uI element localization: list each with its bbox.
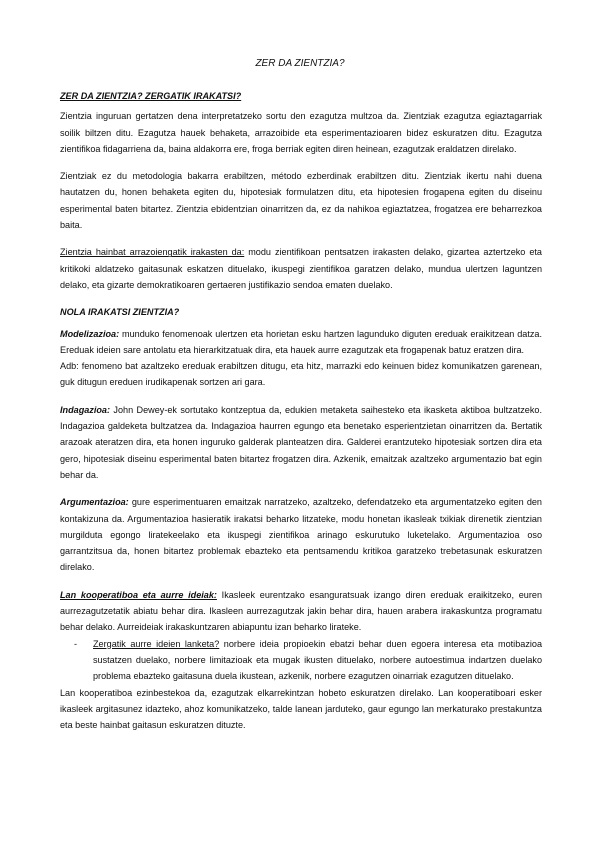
lan-kooperatiboa-text: Ikasleek eurentzako esanguratsuak izango diren ereduak eraikitzeko, euren aurrezagutzetatik abiatu behar dira. Ikasleen aurrezagutzak jakin behar dira, hauen arabera irakaskuntza programatu behar delako. Aurreideiak irakaskuntzaren abiapuntu izan beharko lirateke. (60, 589, 542, 633)
paragraph-methodology: Zientziak ez du metodologia bakarra erabiltzen, método ezberdinak erabiltzen ditu. Zientziak ikertu nahi duena hautatzen du, honen behaketa egiten du, hipotesiak formulatzen ditu, eta hipotesien frogapena egiten du diseinu esperimental baten bitartez. Zientzia ebidentzian oinarritzen da, ez da nahikoa egiaztatzea, frogatzea ere beharrezkoa baita. (60, 171, 542, 231)
bullet-text: norbere ideia propioekin ebatzi behar duen egoera interesa eta motibazioa sustatzen duelako, norbere limitazioak eta mugak ikusten dituelako, norbere autoestimua indartzen duelako problema ebazteko gaitasuna duela ikustean, azkenik, norbere ezagutzen oinarriak ezagutzen dituelako. (93, 638, 542, 682)
paragraph-closing: Lan kooperatiboa ezinbestekoa da, ezagutzak elkarrekintzan hobeto eskuratzen direlako. Lan kooperatiboari esker ikasleek argitasunez idazteko, ahoz komunikatzeko, talde lanean jarduteko, gaur egungo lan merkaturako prestakuntza eta beste hainbat gaitasun eskuratzen dituzte. (60, 687, 542, 731)
bullet-list (60, 636, 542, 685)
reasons-lead: Zientzia hainbat arrazoiengatik irakasten da: (60, 247, 245, 258)
section-heading-what-is-science: ZER DA ZIENTZIA? ZERGATIK IRAKATSI? (60, 91, 242, 101)
indagazioa-text: John Dewey-ek sortutako kontzeptua da, edukien metaketa saihesteko eta ikasketa aktiboa bultzatzeko. Indagazioa galdeketa bultzatzea da. Indagazioa haurren egungo eta benetako esperientzietan oinarritzen da. Bertatik arazoak ateratzen dira, eta honen inguruko galderak planteatzen dira. Galderei erantzuteko hipotesiak sortzen dira eta gero, hipotesiak diseinu esperimental baten bitartez frogatzen dira. Azkenik, emaitzak azaltzeko argumentazio bat egin behar da. (60, 404, 542, 480)
document-body (60, 88, 542, 744)
list-item (60, 636, 542, 685)
term-indagazioa: Indagazioa: (60, 404, 111, 415)
paragraph-modelizazioa (60, 326, 542, 359)
reasons-text: modu zientifikoan pentsatzen irakasten delako, gizartea aztertzeko eta kritikoki aldatzeko gaitasunak eskatzen dituelako, ikuspegi zientifikoa garatzen delako, mundua ulertzen laguntzen delako, eta gizarte demokratikoaren gertaeren justifikazio sendoa ematen duelako. (60, 247, 542, 290)
term-lan-kooperatiboa: Lan kooperatiboa eta aurre ideiak: (60, 589, 217, 600)
bullet-lead: Zergatik aurre ideien lanketa? (93, 638, 220, 649)
paragraph-adb-example: Adb: fenomeno bat azaltzeko ereduak erabiltzen ditugu, eta hitz, marrazki edo keinuen bidez komunikatzen garenean, guk ditugun ereduen irudikapenak sortzen ari gara. (60, 361, 542, 388)
paragraph-lan-kooperatiboa (60, 587, 542, 636)
modelizazioa-text: munduko fenomenoak ulertzen eta horietan esku hartzen lagunduko diguten ereduak eraikitzean datza. Ereduak ideien sare antolatu eta hierarkitzatuak dira, eta hauek aurre ezagutzak eta frogapenak batuz eratzen dira. (60, 328, 542, 355)
argumentazioa-text: gure esperimentuaren emaitzak narratzeko, azaltzeko, defendatzeko eta argumentatzeko egiten den kontakizuna da. Argumentazioa hasieratik irakatsi beharko litzateke, modu honetan ikasleak txikiak direnetik zientzian murgilduta egongo liratekeelako eta ikuspegi zientifikoa arinago eskurutuko luketelako. Argumentazioa oso garrantzitsua da, honen bitartez problemak ebazteko eta pentsamendu kritikoa garatzeko trebetasunak eskuratzen direlako. (60, 497, 542, 573)
bullet-dash: - (74, 638, 78, 649)
paragraph-definition: Zientzia inguruan gertatzen dena interpretatzeko sortu den ezagutza multzoa da. Zientziak ezagutza egiaztagarriak soilik biltzen ditu. Ezagutza hauek behaketa, arrazoibide eta esperimentazioaren bidez eskuratzen ditu. Ezagutza zientifikoa fidagarriena da, baina aldakorra ere, froga berriak egiten diren heinean, ezagutzak eraldatzen direlako. (60, 111, 542, 154)
paragraph-argumentazioa (60, 494, 542, 575)
paragraph-indagazioa (60, 402, 542, 483)
term-modelizazioa: Modelizazioa: (60, 328, 120, 339)
paragraph-reasons (60, 244, 542, 293)
term-argumentazioa: Argumentazioa: (60, 497, 129, 508)
document-title: ZER DA ZIENTZIA? (255, 58, 345, 69)
section-heading-how-to-teach: NOLA IRAKATSI ZIENTZIA? (60, 307, 180, 318)
